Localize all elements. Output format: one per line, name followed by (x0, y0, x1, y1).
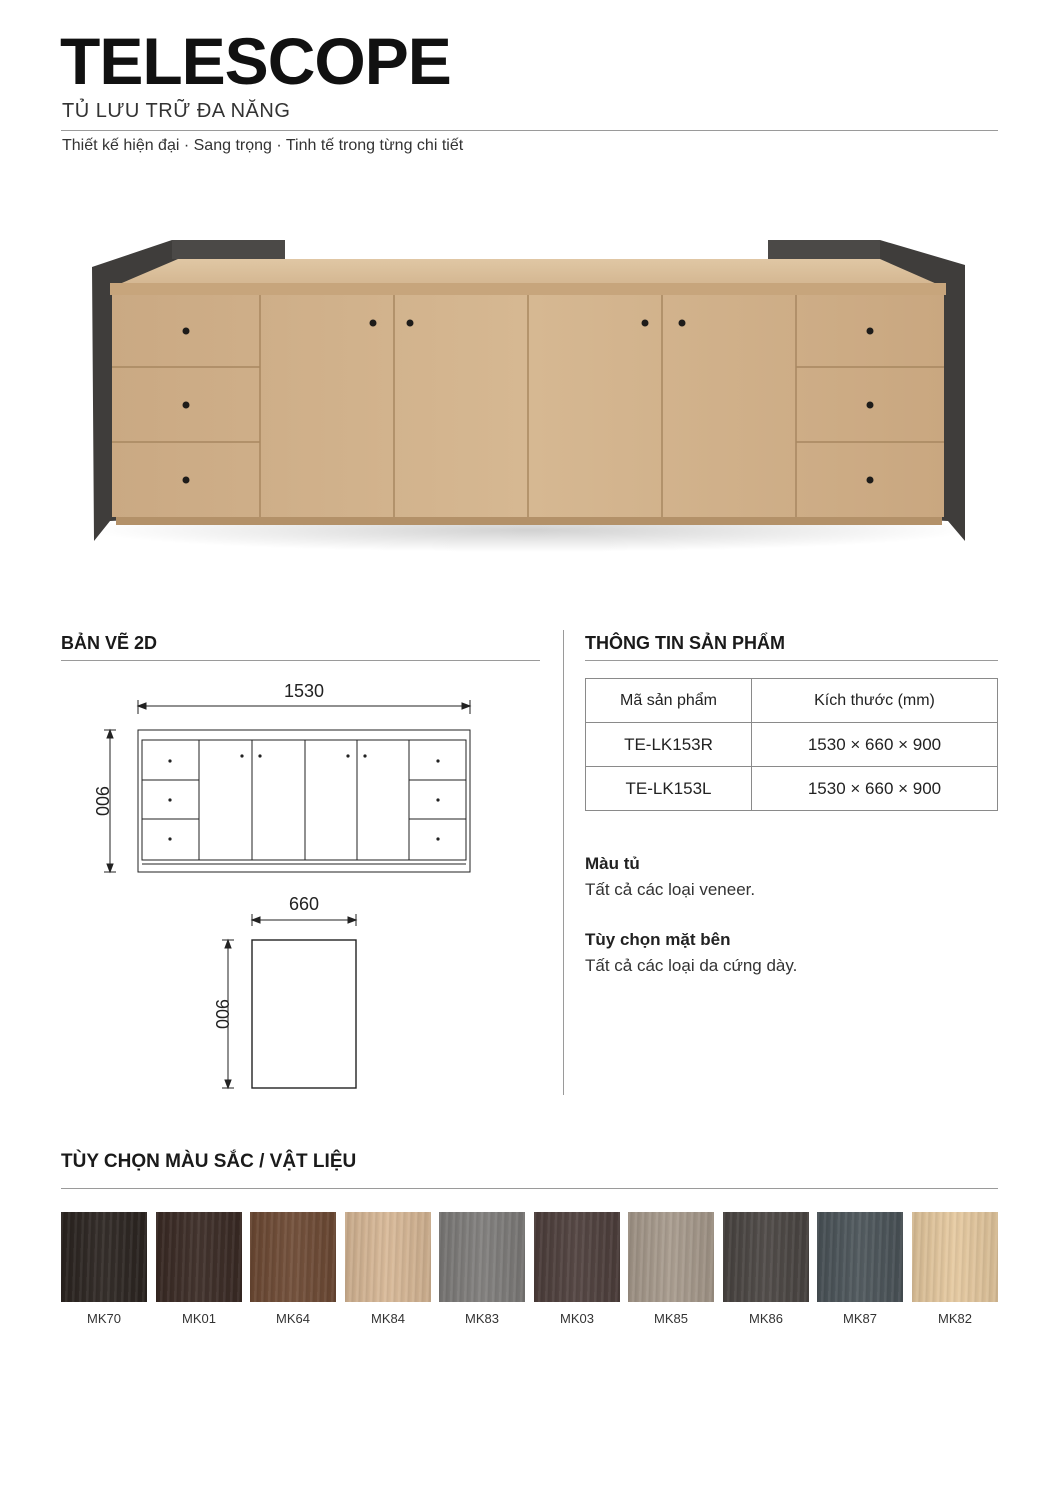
swatch-item[interactable] (817, 1212, 903, 1326)
product-info-heading: THÔNG TIN SẢN PHẨM (585, 633, 785, 653)
product-title: TELESCOPE (60, 24, 451, 98)
cabinet-color-text: Tất cả các loại veneer. (585, 880, 756, 899)
column-header-size: Kích thước (mm) (752, 679, 998, 723)
swatch-item[interactable] (250, 1212, 336, 1326)
swatch-chip (534, 1212, 620, 1302)
swatch-item[interactable] (534, 1212, 620, 1326)
table-header-row (586, 679, 998, 723)
swatch-code: MK85 (654, 1311, 688, 1326)
product-subtitle: TỦ LƯU TRỮ ĐA NĂNG (62, 100, 291, 122)
side-depth-label: 660 (288, 894, 320, 914)
swatch-item[interactable] (345, 1212, 431, 1326)
cell-code: TE-LK153L (586, 767, 752, 811)
swatch-code: MK70 (87, 1311, 121, 1326)
swatch-code: MK64 (276, 1311, 310, 1326)
technical-drawing (60, 670, 540, 1110)
swatch-chip (723, 1212, 809, 1302)
swatch-item[interactable] (723, 1212, 809, 1326)
swatch-chip (250, 1212, 336, 1302)
front-height-label: 900 (92, 785, 112, 817)
swatch-list (61, 1212, 998, 1332)
swatch-code: MK84 (371, 1311, 405, 1326)
swatch-chip (628, 1212, 714, 1302)
side-height-label: 900 (212, 998, 232, 1030)
column-header-code: Mã sản phẩm (586, 679, 752, 723)
swatch-item[interactable] (439, 1212, 525, 1326)
spec-table (585, 678, 998, 811)
swatch-item[interactable] (156, 1212, 242, 1326)
swatch-code: MK03 (560, 1311, 594, 1326)
drawing-heading: BẢN VẼ 2D (61, 633, 158, 653)
product-tagline: Thiết kế hiện đại · Sang trọng · Tinh tế trong từng chi tiết (62, 137, 464, 154)
swatch-code: MK86 (749, 1311, 783, 1326)
materials-rule (61, 1188, 998, 1189)
swatch-chip (156, 1212, 242, 1302)
swatch-chip (817, 1212, 903, 1302)
table-row (586, 723, 998, 767)
header-rule (61, 130, 998, 131)
swatch-code: MK83 (465, 1311, 499, 1326)
swatch-item[interactable] (61, 1212, 147, 1326)
swatch-chip (439, 1212, 525, 1302)
side-option-label: Tùy chọn mặt bên (585, 930, 731, 949)
swatch-code: MK87 (843, 1311, 877, 1326)
cabinet-color-label: Màu tủ (585, 854, 640, 873)
swatch-item[interactable] (912, 1212, 998, 1326)
cabinet-render (80, 225, 980, 565)
product-info-rule (585, 660, 998, 661)
cell-size: 1530 × 660 × 900 (752, 723, 998, 767)
section-divider (563, 630, 564, 1095)
side-option-text: Tất cả các loại da cứng dày. (585, 956, 798, 975)
cell-size: 1530 × 660 × 900 (752, 767, 998, 811)
materials-heading: TÙY CHỌN MÀU SẮC / VẬT LIỆU (61, 1151, 357, 1172)
swatch-code: MK82 (938, 1311, 972, 1326)
cell-code: TE-LK153R (586, 723, 752, 767)
table-row (586, 767, 998, 811)
swatch-item[interactable] (628, 1212, 714, 1326)
swatch-chip (61, 1212, 147, 1302)
front-width-label: 1530 (283, 681, 325, 701)
drawing-rule (61, 660, 540, 661)
swatch-chip (345, 1212, 431, 1302)
swatch-code: MK01 (182, 1311, 216, 1326)
swatch-chip (912, 1212, 998, 1302)
